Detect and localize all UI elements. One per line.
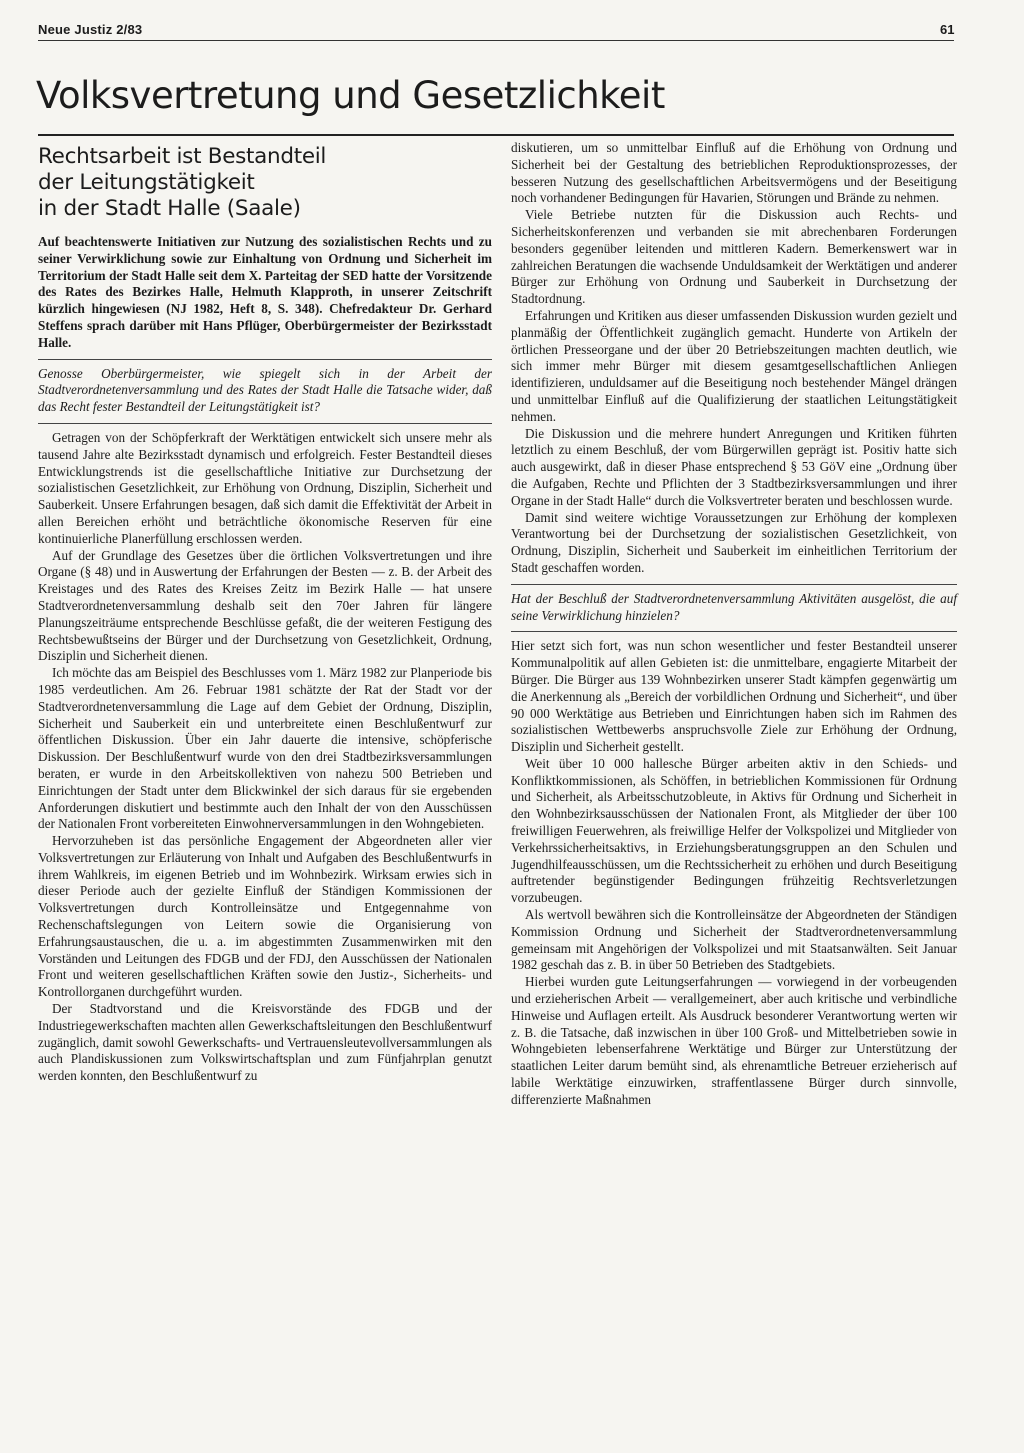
article-title-line: in der Stadt Halle (Saale): [38, 196, 301, 221]
page-number: 61: [940, 22, 955, 37]
answer-paragraph: Ich möchte das am Beispiel des Beschlusses vom 1. März 1982 zur Planperiode bis 1985 verdeutlichen. Am 26. Februar 1981 schätzte der Rat der Stadt vor der Stadtverordnetenversammlung die Lage auf dem Gebiet der Ordnung, Disziplin, Sicherheit und Sauberkeit ein und unterbreitete einen Beschlußentwurf zur öffentlichen Diskussion. Über ein Jahr dauerte die intensive, schöpferische Diskussion. Der Beschlußentwurf wurde von den drei Stadtbezirksversammlungen beraten, er wurde in den Arbeitskollektiven von nahezu 500 Betrieben und Einrichtungen der Stadt unter dem Blickwinkel der sich daraus für sie ergebenden Anforderungen diskutiert und bestimmte auch den Inhalt der von den Ausschüssen der Nationalen Front vorbereiteten Einwohnerversammlungen in den Wohngebieten.: [38, 665, 492, 832]
header-rule: [38, 40, 954, 41]
answer-paragraph: Als wertvoll bewähren sich die Kontrolleinsätze der Abgeordneten der Ständigen Kommission Ordnung und Sicherheit der Stadtverordnetenversammlung gemeinsam mit Angehörigen der Volkspolizei und mit Staatsanwälten. Seit Januar 1982 geschah das z. B. in über 50 Betrieben des Stadtgebiets.: [511, 907, 957, 973]
divider: [511, 631, 957, 632]
article-lead: Auf beachtenswerte Initiativen zur Nutzung des sozialistischen Rechts und zu seiner Verwirklichung sowie zur Einhaltung von Ordnung und Sicherheit im Territorium der Stadt Halle seit dem X. Parteitag der SED hatte der Vorsitzende des Rates des Bezirkes Halle, Helmuth Klapproth, in unserer Zeitschrift kürzlich hingewiesen (NJ 1982, Heft 8, S. 348). Chefredakteur Dr. Gerhard Steffens sprach darüber mit Hans Pflüger, Oberbürgermeister der Bezirksstadt Halle.: [38, 234, 492, 350]
divider: [38, 423, 492, 424]
divider: [38, 359, 492, 360]
answer-paragraph: Viele Betriebe nutzten für die Diskussion auch Rechts- und Sicherheitskonferenzen und verbanden sie mit abrechenbaren Forderungen besonders gegenüber leitenden und mittleren Kadern. Bemerkenswert war in zahlreichen Beratungen die wachsende Unduldsamkeit der Werktätigen und anderer Bürger zur Erhöhung von Ordnung und Sauberkeit in Durchsetzung der Stadtordnung.: [511, 207, 957, 307]
article-title-line: Rechtsarbeit ist Bestandteil: [38, 144, 327, 169]
divider: [511, 584, 957, 585]
section-title-rule: [38, 134, 954, 136]
answer-paragraph: Getragen von der Schöpferkraft der Werktätigen entwickelt sich unsere mehr als tausend Jahre alte Bezirksstadt dynamisch und erfolgreich. Fester Bestandteil dieses Entwicklungstrends ist die gesellschaftliche Initiative zur Durchsetzung der sozialistischen Gesetzlichkeit, zur Erhöhung von Ordnung, Disziplin, Sicherheit und Sauberkeit. Unsere Erfahrungen besagen, daß sich damit die Effektivität der Arbeit in allen Bereichen erhöht und beträchtliche ökonomische Reserven für eine kontinuierliche Planerfüllung erschlossen werden.: [38, 429, 492, 546]
answer-paragraph: Hierbei wurden gute Leitungserfahrungen — vorwiegend in der vorbeugenden und erzieherischen Arbeit — verallgemeinert, aber auch kritische und verbindliche Hinweise und Auflagen erteilt. Als Ausdruck besonderer Verantwortung werten wir z. B. die Tatsache, daß inzwischen in über 100 Groß- und Mittelbetrieben sowie in Wohngebieten lebenserfahrene Werktätige und Bürger zur Unterstützung der staatlichen Leiter darum bemüht sind, als ehrenamtliche Betreuer erzieherisch auf labile Werktätige einzuwirken, straffentlassene Bürger durch sinnvolle, differenzierte Maßnahmen: [511, 974, 957, 1107]
journal-issue: Neue Justiz 2/83: [38, 22, 143, 37]
answer-paragraph: Weit über 10 000 hallesche Bürger arbeiten aktiv in den Schieds- und Konfliktkommissionen, als Schöffen, in betrieblichen Kommissionen für Ordnung und Sicherheit, als Arbeitsschutzobleute, in Aktivs für Ordnung und Sicherheit in den Wohnbezirksausschüssen der Nationalen Front, als Mitglieder der über 100 freiwilligen Feuerwehren, als freiwillige Helfer der Volkspolizei und Mitglieder von Verkehrssicherheitsaktivs, in Erziehungsberatungsgruppen an den Schulen und Jugendhilfeausschüssen, um die Rechtssicherheit zu erhöhen und durch Beseitigung auftretender begünstigender Bedingungen frühzeitig Rechtsverletzungen vorzubeugen.: [511, 755, 957, 906]
interview-question-1: Genosse Oberbürgermeister, wie spiegelt sich in der Arbeit der Stadtverordnetenversammlung und des Rates der Stadt Halle die Tatsache wider, daß das Recht fester Bestandteil der Leitungstätigkeit ist?: [38, 365, 492, 415]
answer-paragraph: Damit sind weitere wichtige Voraussetzungen zur Erhöhung der komplexen Verantwortung bei der Durchsetzung der sozialistischen Gesetzlichkeit, von Ordnung, Disziplin, Sicherheit und Sauberkeit im einheitlichen Territorium der Stadt geschaffen worden.: [511, 509, 957, 575]
answer-paragraph: diskutieren, um so unmittelbar Einfluß auf die Erhöhung von Ordnung und Sicherheit bei der Gestaltung des betrieblichen Reproduktionsprozesses, der besseren Nutzung des gesellschaftlichen Arbeitsvermögens und der Beseitigung noch vorhandener Bedingungen für Havarien, Störungen und Brände zu nehmen.: [511, 140, 957, 206]
answer-paragraph: Die Diskussion und die mehrere hundert Anregungen und Kritiken führten letztlich zu einem Beschluß, der vom Bürgerwillen geprägt ist. Positiv hatte sich auch ausgewirkt, daß in dieser Phase entsprechend § 53 GöV eine „Ordnung über die Aufgaben, Rechte und Pflichten der 3 Stadtbezirksversammlungen und ihrer Organe in der Stadt Halle“ durch die Volksvertreter beraten und beschlossen wurde.: [511, 425, 957, 508]
right-column: [511, 140, 957, 1109]
answer-paragraph: Erfahrungen und Kritiken aus dieser umfassenden Diskussion wurden gezielt und planmäßig der Öffentlichkeit zugänglich gemacht. Hunderte von Artikeln der örtlichen Presseorgane und der über 20 Betriebszeitungen machten deutlich, wie sich immer mehr Bürger mit diesem gesamtgesellschaftlichen Anliegen identifizieren, unduldsamer auf die Beseitigung noch bestehender Mängel drängen und unmittelbar Einfluß auf die Qualifizierung der staatlichen Leitungstätigkeit nehmen.: [511, 307, 957, 424]
answer-paragraph: Hervorzuheben ist das persönliche Engagement der Abgeordneten aller vier Volksvertretungen zur Erläuterung von Inhalt und Aufgaben des Beschlußentwurfs in ihrem Wahlkreis, im eigenen Betrieb und im Wohnbezirk. Wirksam erwies sich in dieser Periode auch der gezielte Einfluß der Ständigen Kommissionen der Volksvertretungen durch Kontrolleinsätze und Entgegennahme von Rechenschaftslegungen von Leitern sowie die Organisierung von Erfahrungsaustauschen, die u. a. im abgestimmten Zusammenwirken mit den Vorständen und Leitungen des FDGB und der FDJ, den Ausschüssen der Nationalen Front und weiteren gesellschaftlichen Kräften sowie den Justiz-, Sicherheits- und Kontrollorganen durchgeführt wurden.: [38, 833, 492, 1000]
answer-paragraph: Hier setzt sich fort, was nun schon wesentlicher und fester Bestandteil unserer Kommunalpolitik auf allen Gebieten ist: die unmittelbare, engagierte Mitarbeit der Bürger. Die Bürger aus 139 Wohnbezirken unserer Stadt kämpfen gegenwärtig um die Anerkennung als „Bereich der vorbildlichen Ordnung und Sicherheit“, und über 90 000 Werktätige aus Betrieben und Einrichtungen haben sich im Rahmen des sozialistischen Wettbewerbs anspruchsvolle Ziele zur Erhöhung der Ordnung, Disziplin und Sicherheit gestellt.: [511, 638, 957, 755]
section-title: Volksvertretung und Gesetzlichkeit: [36, 74, 665, 117]
left-column: [38, 140, 492, 1085]
answer-paragraph: Auf der Grundlage des Gesetzes über die örtlichen Volksvertretungen und ihre Organe (§ 48) und in Auswertung der Erfahrungen der Besten — z. B. der Arbeit des Kreistages und des Rates des Kreises Zeitz im Bezirk Halle — hat unsere Stadtverordnetenversammlung deshalb seit den 70er Jahren für längere Planungszeiträume entsprechende Beschlüsse gefaßt, die der weiteren Festigung des Rechtsbewußtseins der Bürger und der Durchsetzung von Gesetzlichkeit, Ordnung, Disziplin und Sicherheit dienen.: [38, 547, 492, 664]
answer-paragraph: Der Stadtvorstand und die Kreisvorstände des FDGB und der Industriegewerkschaften machten allen Gewerkschaftsleitungen den Beschlußentwurf zugänglich, damit sowohl Gewerkschafts- und Vertrauensleutevollversammlungen als auch Plandiskussionen zum Volkswirtschaftsplan und zum Fünfjahrplan genutzt werden konnten, den Beschlußentwurf zu: [38, 1001, 492, 1084]
interview-question-2: Hat der Beschluß der Stadtverordnetenversammlung Aktivitäten ausgelöst, die auf seine Verwirklichung hinzielen?: [511, 590, 957, 623]
article-title-line: der Leitungstätigkeit: [38, 170, 255, 195]
article-title: [38, 144, 492, 222]
